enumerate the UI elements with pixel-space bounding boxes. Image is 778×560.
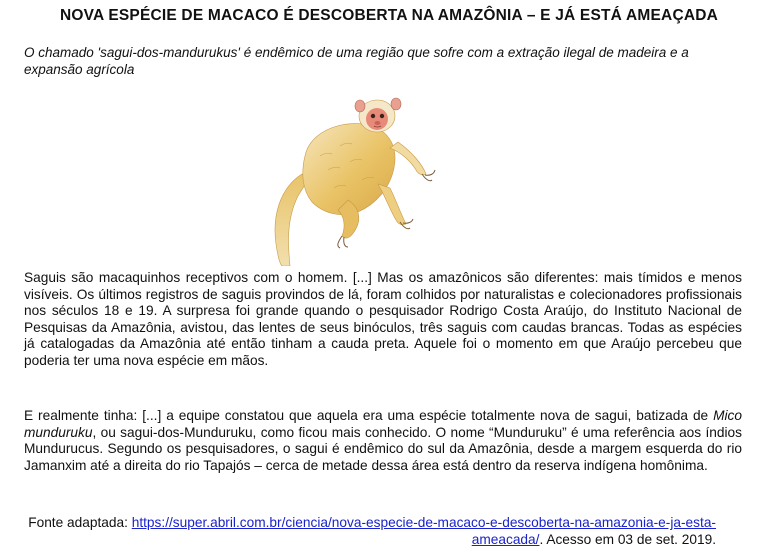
source-suffix: . Acesso em 03 de set. 2019. (539, 532, 716, 547)
marmoset-illustration-icon (250, 96, 440, 266)
article-paragraph-2 (24, 408, 742, 474)
source-citation (24, 514, 716, 548)
article-title: NOVA ESPÉCIE DE MACACO É DESCOBERTA NA AMAZÔNIA – E JÁ ESTÁ AMEAÇADA (59, 7, 719, 24)
source-prefix: Fonte adaptada: (28, 515, 132, 530)
article-subtitle: O chamado 'sagui-dos-mandurukus' é endêmico de uma região que sofre com a extração ilegal de madeira e a expansão agrícola (24, 45, 689, 77)
marmoset-illustration (250, 96, 440, 266)
paragraph-2-text-start: E realmente tinha: [...] a equipe constatou que aquela era uma espécie totalmente nova de sagui, batizada de (24, 408, 714, 423)
source-link[interactable]: https://super.abril.com.br/ciencia/nova-especie-de-macaco-e-descoberta-na-amazonia-e-ja-esta-ameacada/ (131, 515, 716, 547)
species-name: Mico munduruku (24, 408, 742, 440)
article-paragraph-1: Saguis são macaquinhos receptivos com o homem. [...] Mas os amazônicos são diferentes: mais tímidos e menos visíveis. Os últimos registros de saguis provindos de lá, foram colhidos por naturalistas e colecionadores profissionais nos séculos 18 e 19. A surpresa foi grande quando o pesquisador Rodrigo Costa Araújo, do Instituto Nacional de Pesquisas da Amazônia, avistou, das lentes de seus binóculos, três saguis com caudas brancas. Todas as espécies já catalogadas da Amazônia até então tinham a cauda preta. Aquele foi o momento em que Araújo percebeu que poderia ter uma nova espécie em mãos. (24, 270, 742, 368)
paragraph-2-text-end: , ou sagui-dos-Munduruku, como ficou mais conhecido. O nome “Munduruku” é uma referência aos índios Mundurucus. Segundo os pesquisadores, o sagui é endêmico do sul da Amazônia, desde a margem esquerda do rio Jamanxim até a direita do rio Tapajós – cerca de metade dessa área está dentro da reserva indígena homônima. (24, 424, 742, 473)
